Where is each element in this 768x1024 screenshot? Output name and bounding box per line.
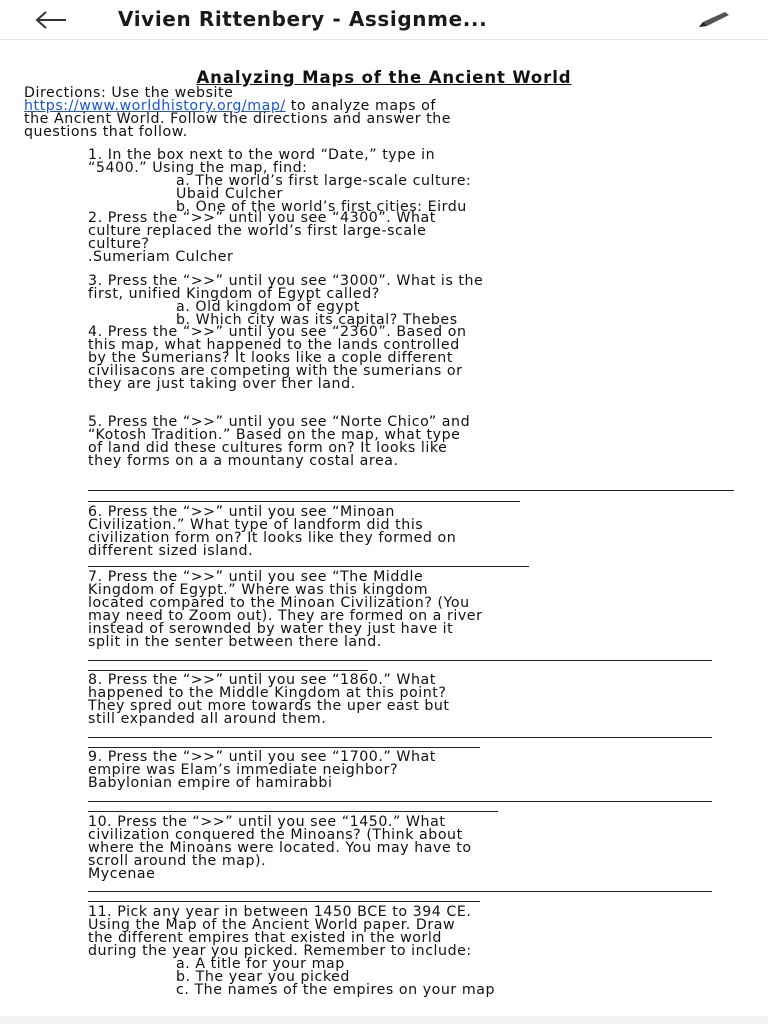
- question-6: [88, 506, 718, 558]
- document-body: [24, 68, 744, 139]
- answer-line: [88, 670, 368, 671]
- answer-line: [88, 490, 734, 491]
- question-text: “Kotosh Tradition.” Based on the map, what type: [88, 427, 461, 443]
- sub-question: b. Which city was its capital? Thebes: [176, 312, 458, 328]
- sub-question: a. Old kingdom of egypt: [176, 299, 361, 315]
- question-text: scroll around the map).: [88, 853, 267, 869]
- question-5: [88, 416, 718, 468]
- question-text: 3. Press the “>>” until you see “3000”. What is the: [88, 273, 484, 289]
- answer-text: Babylonian empire of hamirabbi: [88, 775, 333, 791]
- question-text: 8. Press the “>>” until you see “1860.” What: [88, 672, 436, 688]
- question-text: during the year you picked. Remember to include:: [88, 943, 472, 959]
- question-text: culture?: [88, 236, 150, 252]
- answer-text: different sized island.: [88, 543, 254, 559]
- sub-question: a. The world’s first large-scale culture:: [176, 173, 472, 189]
- answer-line: [88, 801, 712, 802]
- question-text: 5. Press the “>>” until you see “Norte Chico” and: [88, 414, 471, 430]
- question-text: happened to the Middle Kingdom at this point?: [88, 685, 447, 701]
- question-text: 6. Press the “>>” until you see “Minoan: [88, 504, 395, 520]
- answer-line: [88, 501, 520, 502]
- question-7: [88, 571, 718, 649]
- question-text: Using the Map of the Ancient World paper. Draw: [88, 917, 456, 933]
- back-button[interactable]: [30, 4, 72, 36]
- directions-text: Directions: Use the website: [24, 85, 234, 101]
- question-10: [88, 816, 718, 881]
- sub-question: a. A title for your map: [176, 956, 345, 972]
- question-2: [88, 212, 718, 264]
- sub-question: b. One of the world’s first cities: Eirdu: [176, 199, 467, 215]
- answer-text: .Sumeriam Culcher: [88, 249, 234, 265]
- question-text: of land did these cultures form on? It looks like: [88, 440, 448, 456]
- question-9: [88, 751, 718, 790]
- pencil-icon: [695, 9, 735, 31]
- edit-button[interactable]: [690, 5, 740, 35]
- question-11: [88, 906, 718, 997]
- question-text: empire was Elam’s immediate neighbor?: [88, 762, 399, 778]
- answer-text: split in the senter between there land.: [88, 634, 382, 650]
- question-text: the different empires that existed in the world: [88, 930, 442, 946]
- answer-text: instead of serownded by water they just have it: [88, 621, 454, 637]
- sub-question: c. The names of the empires on your map: [176, 982, 496, 998]
- question-text: culture replaced the world’s first large-scale: [88, 223, 427, 239]
- arrow-left-icon: [34, 10, 68, 30]
- answer-text: Ubaid Culcher: [176, 186, 283, 202]
- question-text: Civilization.” What type of landform did this: [88, 517, 424, 533]
- app-header: [0, 0, 768, 40]
- question-text: 2. Press the “>>” until you see “4300”. What: [88, 210, 436, 226]
- question-8: [88, 674, 718, 726]
- question-text: civilization form on? It looks like they formed on: [88, 530, 457, 546]
- question-text: 11. Pick any year in between 1450 BCE to 394 CE.: [88, 904, 472, 920]
- question-text: 9. Press the “>>” until you see “1700.” What: [88, 749, 436, 765]
- answer-line: [88, 901, 480, 902]
- question-text: 10. Press the “>>” until you see “1450.” What: [88, 814, 446, 830]
- question-text: “5400.” Using the map, find:: [88, 160, 308, 176]
- directions: [24, 87, 744, 139]
- answer-text: they forms on a a mountany costal area.: [88, 453, 399, 469]
- question-text: may need to Zoom out). They are formed on a river: [88, 608, 483, 624]
- question-1: [88, 149, 718, 214]
- answer-text: still expanded all around them.: [88, 711, 327, 727]
- website-link[interactable]: https://www.worldhistory.org/map/: [24, 98, 286, 114]
- answer-text: they are just taking over ther land.: [88, 376, 356, 392]
- question-text: Kingdom of Egypt.” Where was this kingdom: [88, 582, 429, 598]
- bottom-edge: [0, 1016, 768, 1024]
- answer-line: [88, 747, 480, 748]
- answer-line: [88, 566, 529, 567]
- question-text: civilisacons are competing with the sumerians or: [88, 363, 463, 379]
- document-title: Analyzing Maps of the Ancient World: [196, 68, 572, 87]
- page-title: Vivien Rittenbery - Assignme...: [118, 7, 488, 31]
- question-4: [88, 326, 718, 391]
- question-text: 7. Press the “>>” until you see “The Middle: [88, 569, 424, 585]
- question-3: [88, 275, 718, 327]
- question-text: by the Sumerians? It looks like a cople different: [88, 350, 453, 366]
- answer-text: Mycenae: [88, 866, 156, 882]
- question-text: where the Minoans were located. You may have to: [88, 840, 472, 856]
- answer-text: They spred out more towards the uper east but: [88, 698, 450, 714]
- question-text: 4. Press the “>>” until you see “2360”. Based on: [88, 324, 467, 340]
- answer-line: [88, 660, 712, 661]
- question-text: 1. In the box next to the word “Date,” type in: [88, 147, 436, 163]
- directions-text-4: questions that follow.: [24, 124, 188, 140]
- sub-question: b. The year you picked: [176, 969, 350, 985]
- answer-line: [88, 811, 498, 812]
- answer-line: [88, 891, 712, 892]
- question-text: civilization conquered the Minoans? (Think about: [88, 827, 463, 843]
- answer-line: [88, 737, 712, 738]
- directions-text-3: the Ancient World. Follow the directions and answer the: [24, 111, 452, 127]
- question-text: first, unified Kingdom of Egypt called?: [88, 286, 380, 302]
- question-text: located compared to the Minoan Civilization? (You: [88, 595, 470, 611]
- directions-text-2: to analyze maps of: [285, 98, 436, 114]
- question-text: this map, what happened to the lands controlled: [88, 337, 460, 353]
